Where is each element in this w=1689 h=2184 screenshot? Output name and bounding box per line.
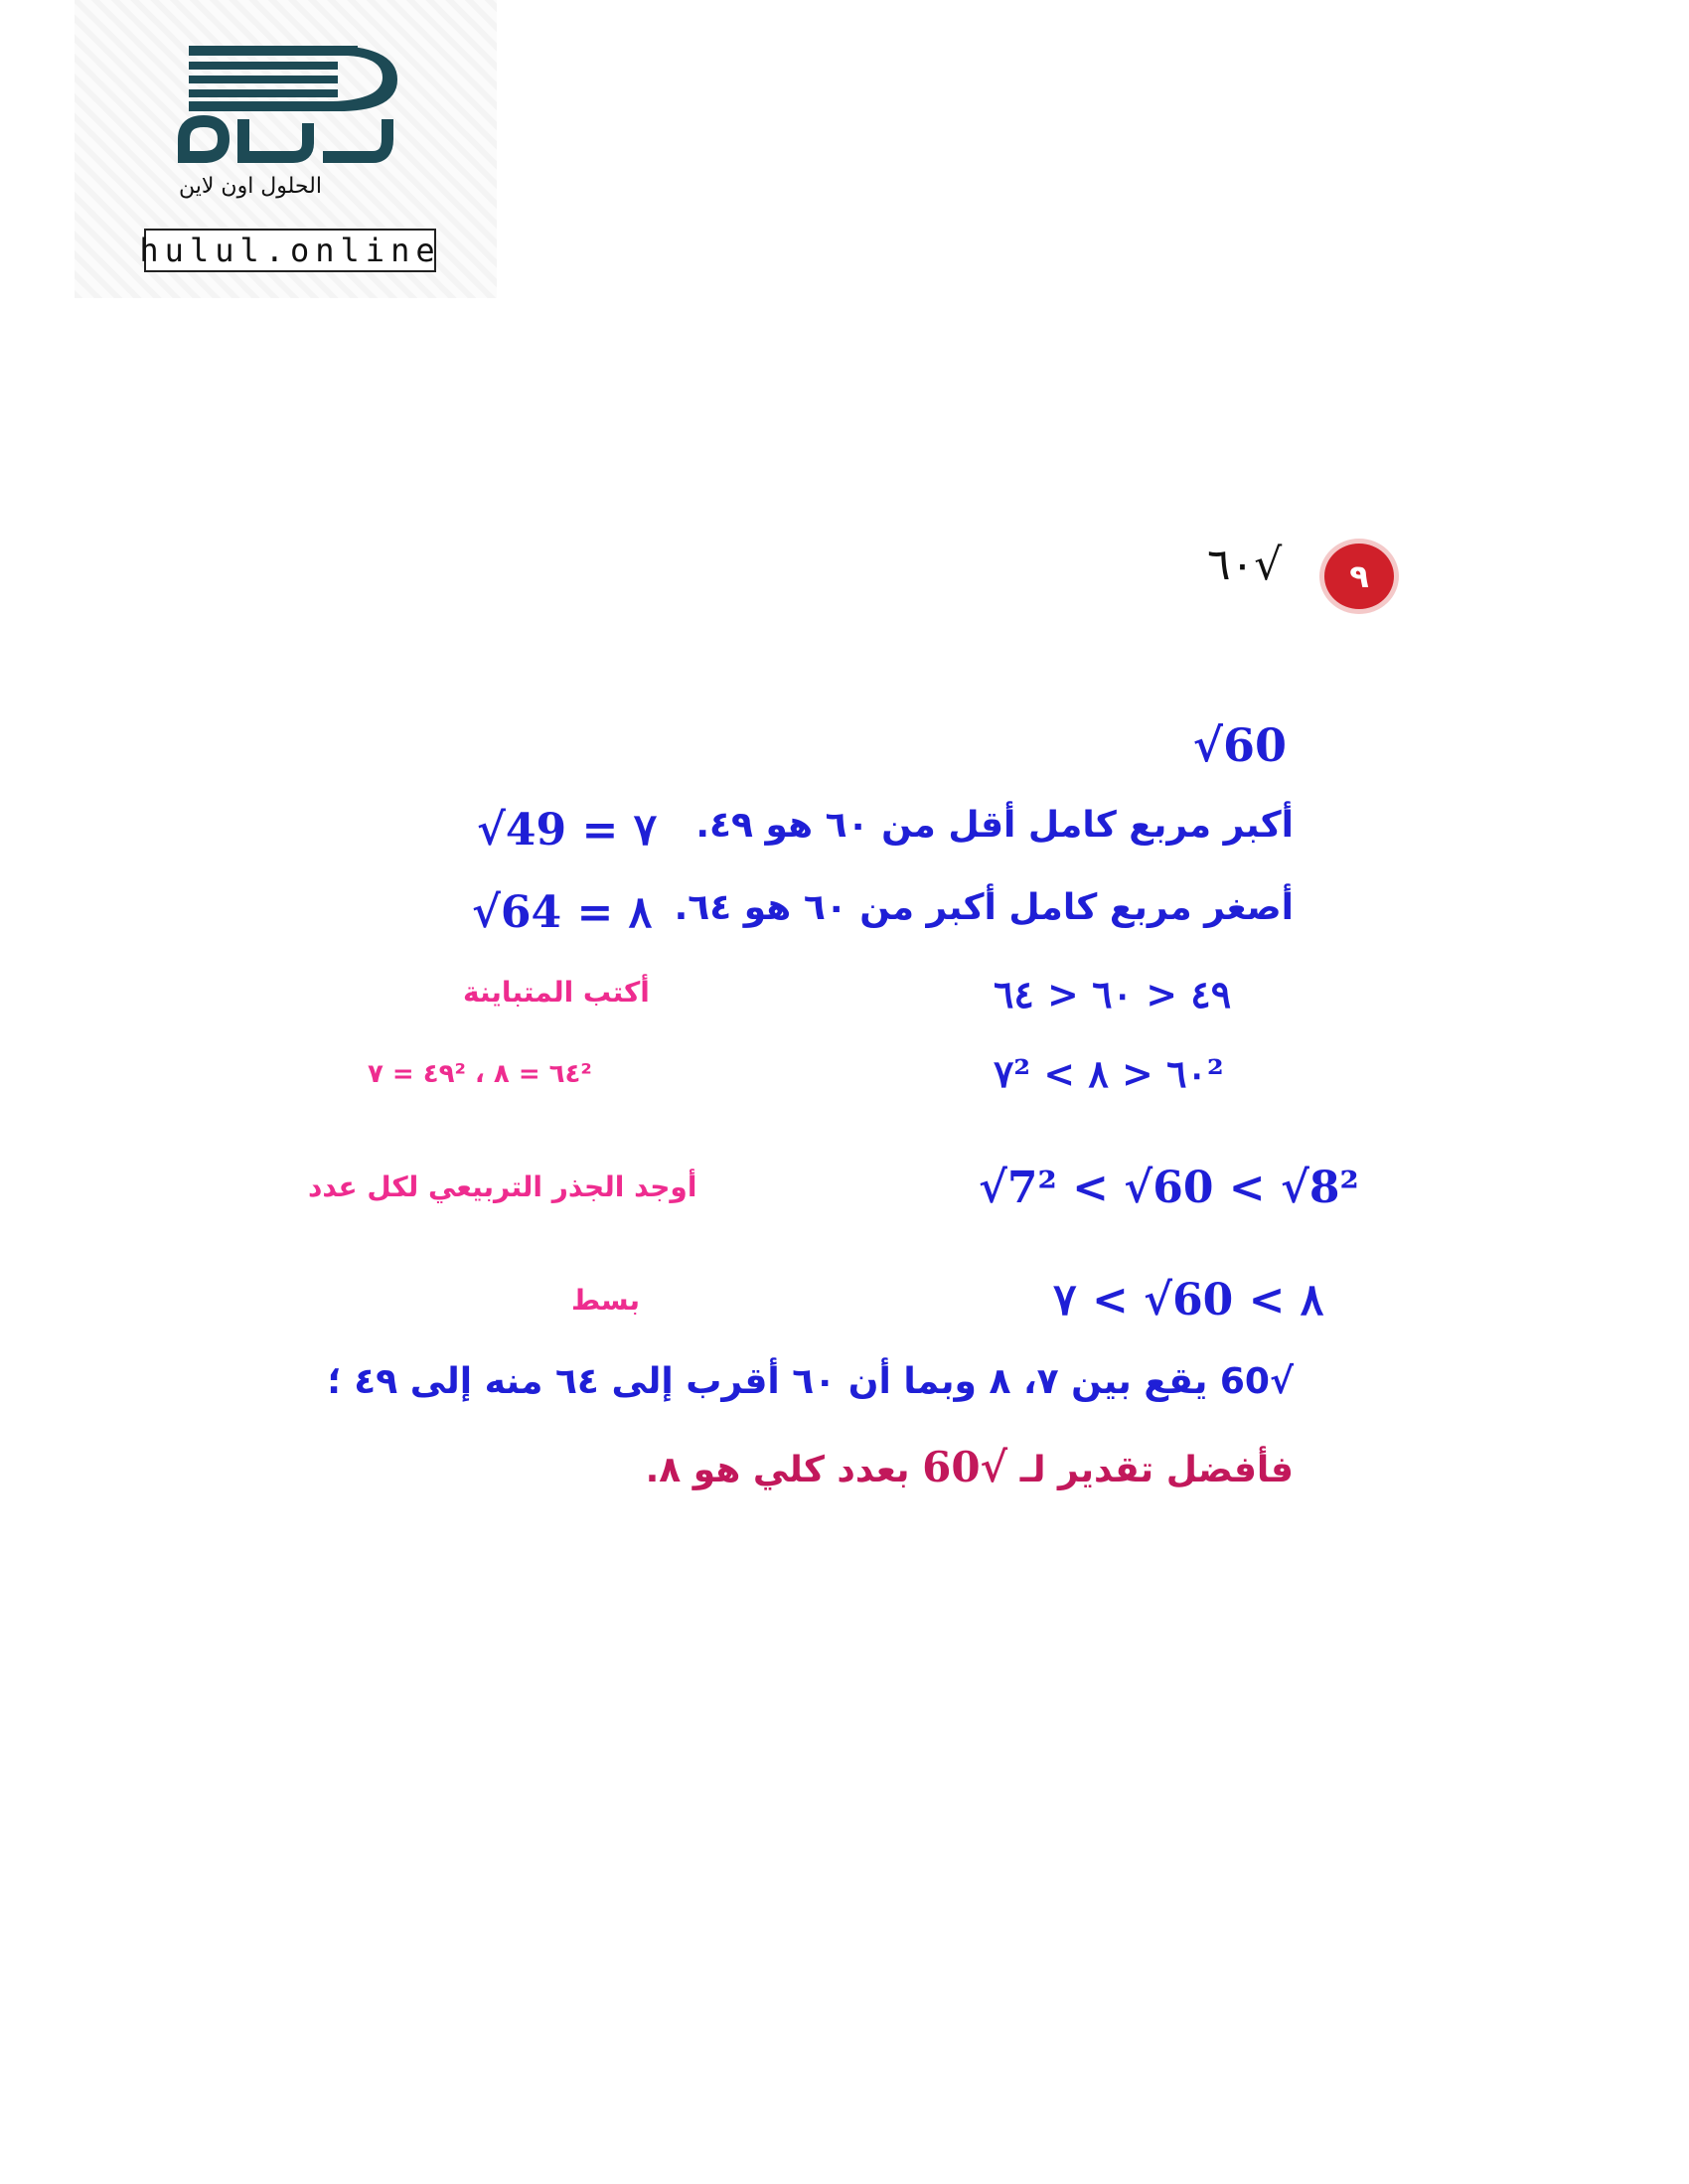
note-squares: ٤٩ = ٧² ، ٦٤ = ٨² (368, 1059, 592, 1089)
inequality-roots: √7² < √60 < √8² (979, 1163, 1359, 1213)
problem-number-badge (1324, 544, 1394, 609)
final-answer-suffix: بعدد كلي هو ٨. (645, 1450, 910, 1490)
problem-number: ٩ (1349, 557, 1369, 595)
inequality-simplified: ٧ < √60 < ٨ (1053, 1275, 1324, 1326)
largest-square-text: أكبر مربع كامل أقل من ٦٠ هو ٤٩. (695, 805, 1294, 846)
note-simplify: بسط (571, 1284, 640, 1317)
note-find-root: أوجد الجذر التربيعي لكل عدد (308, 1170, 697, 1203)
final-answer-prefix: فأفضل تقدير لـ (1019, 1450, 1294, 1490)
final-answer-root: √60 (922, 1443, 1008, 1491)
logo-tagline: الحلول اون لاين (179, 174, 322, 199)
smallest-square-text: أصغر مربع كامل أكبر من ٦٠ هو ٦٤. (674, 887, 1294, 928)
note-write-inequality: أكتب المتباينة (463, 976, 650, 1009)
root-49-eq: √49 = ٧ (477, 805, 658, 856)
root-60: √60 (1192, 718, 1287, 772)
root-64-eq: √64 = ٨ (472, 887, 653, 938)
conclusion-line: √60 يقع بين ٧، ٨ وبما أن ٦٠ أقرب إلى ٦٤ منه إلى ٤٩ ؛ (327, 1361, 1294, 1402)
final-answer (646, 1443, 1294, 1491)
problem-expression: √٦٠ (1207, 540, 1283, 590)
inequality-1: ٤٩ < ٦٠ < ٦٤ (994, 972, 1232, 1016)
inequality-2: ٧² < ٦٠ < ٨² (994, 1051, 1224, 1096)
logo-url: hulul.online (144, 229, 436, 272)
